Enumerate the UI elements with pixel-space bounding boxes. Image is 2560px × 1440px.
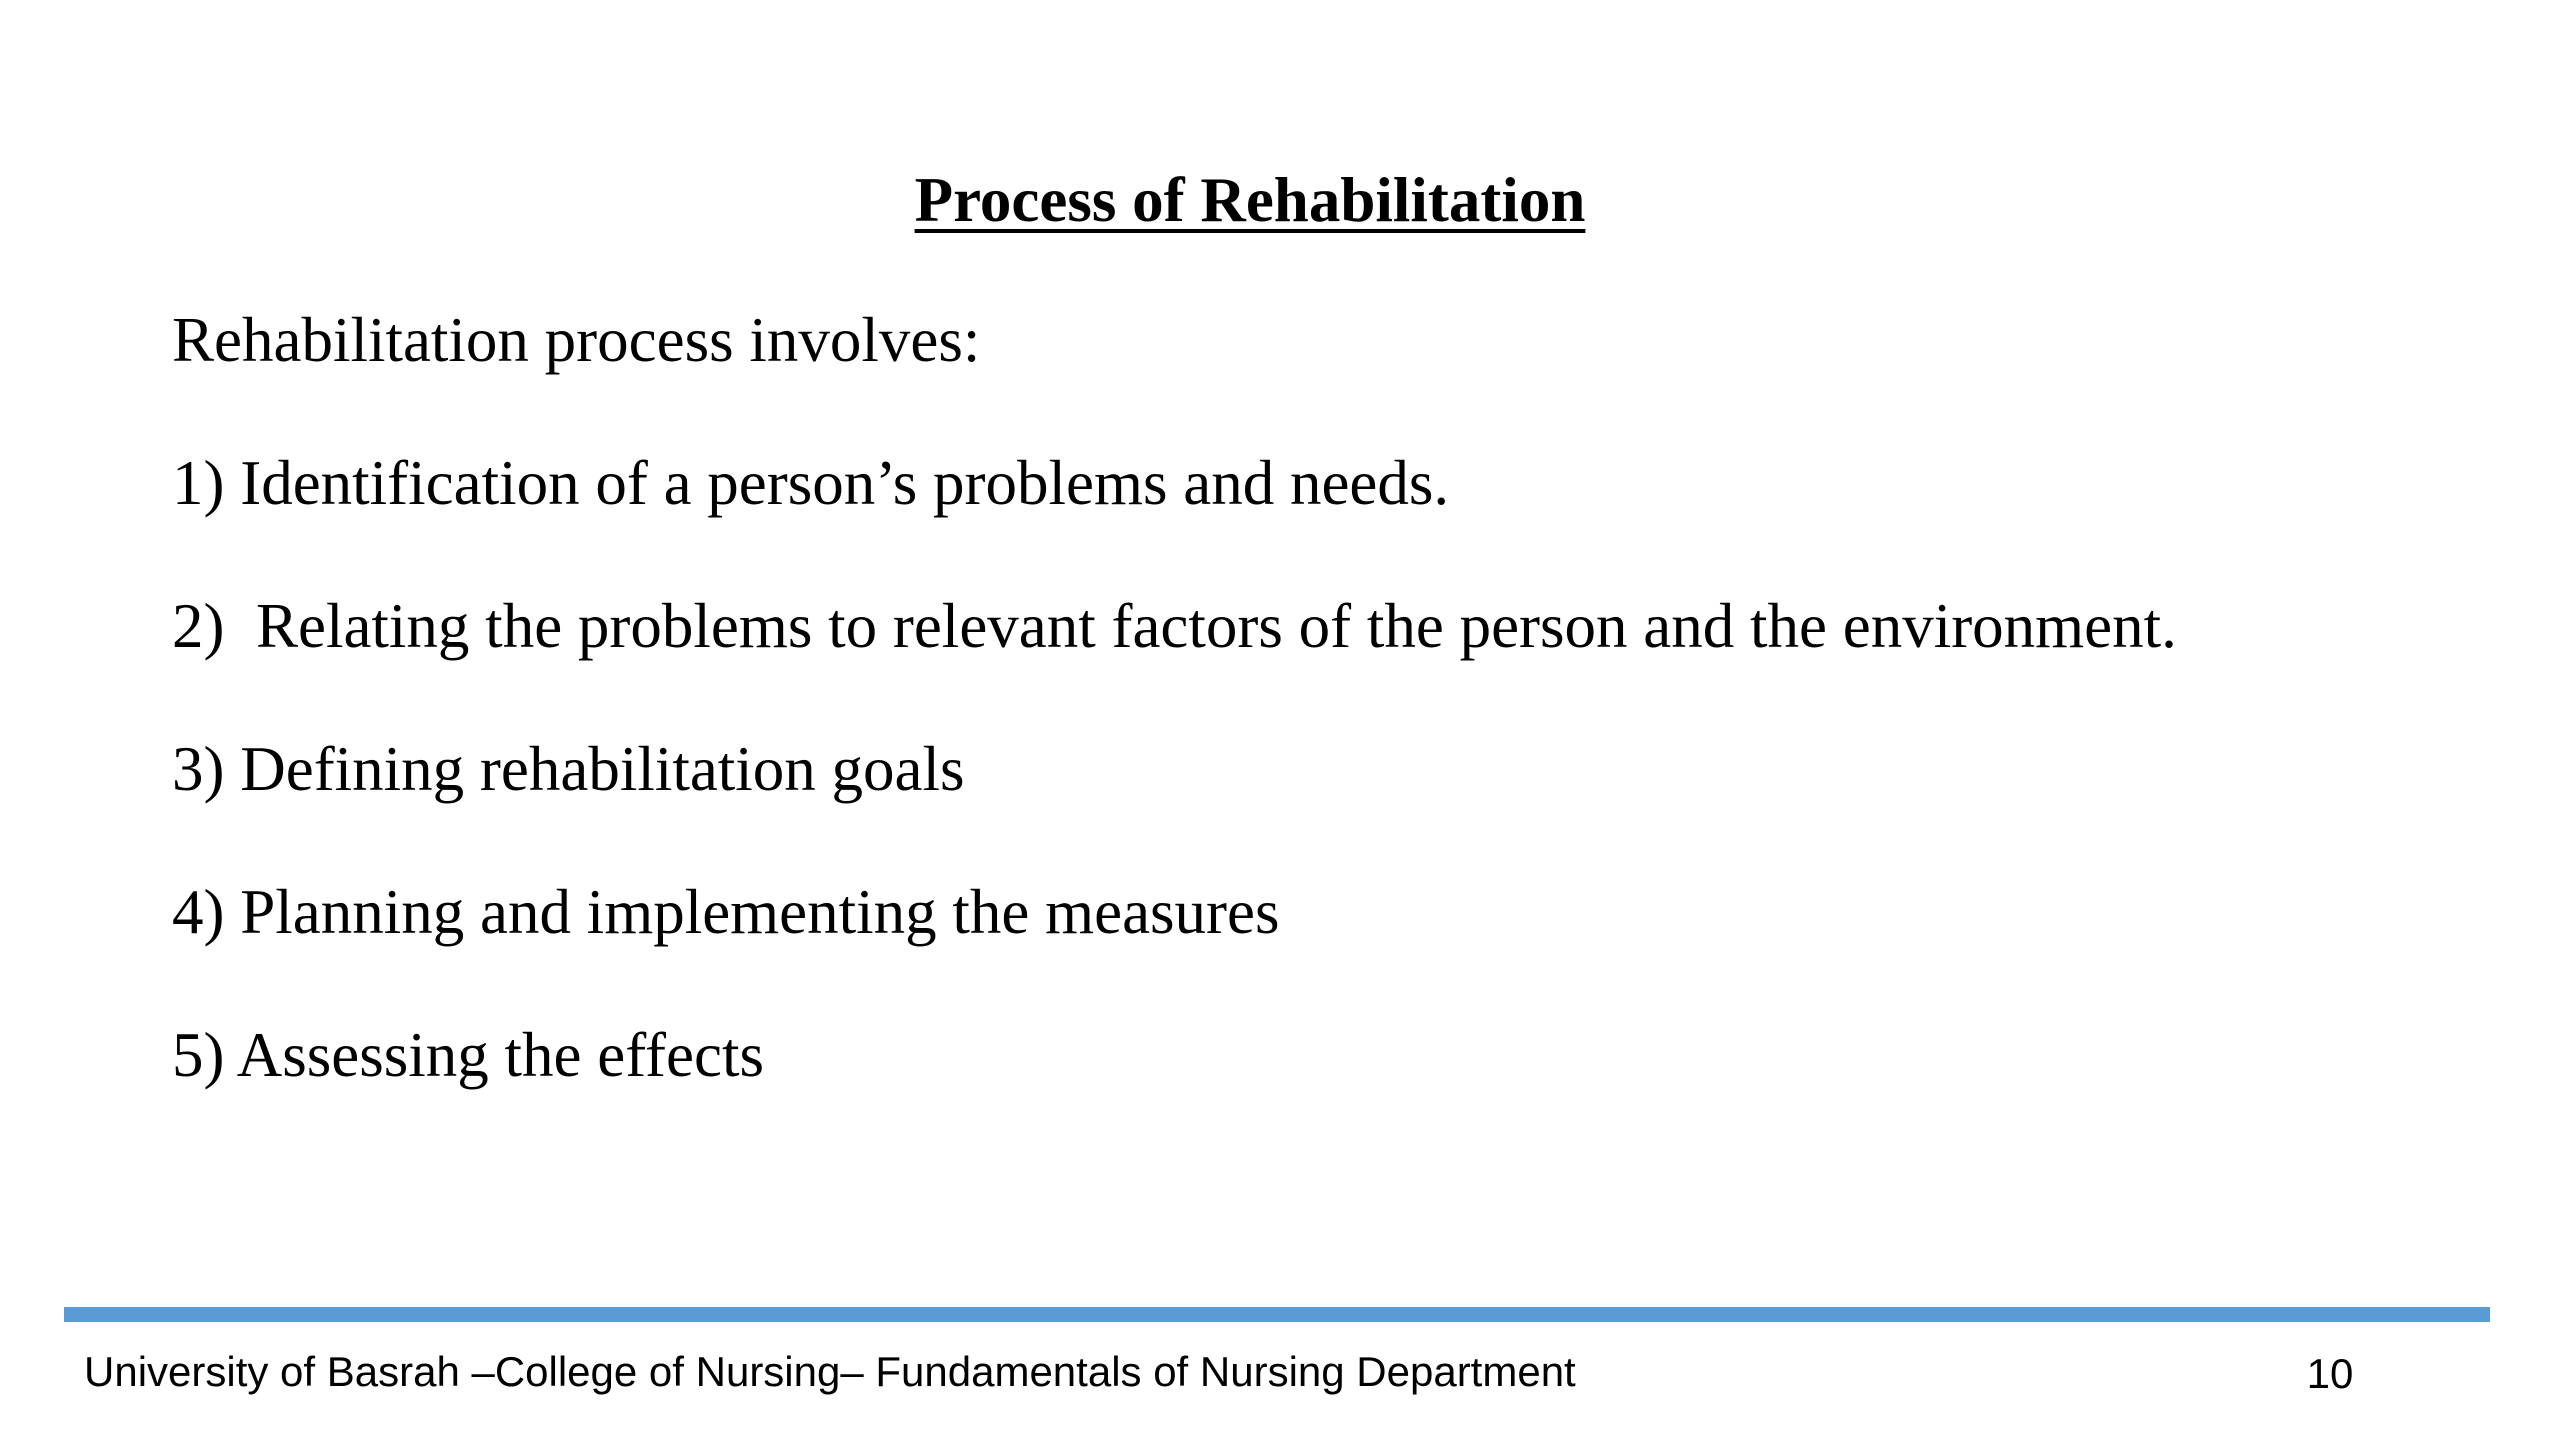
list-item: 3) Defining rehabilitation goals — [172, 734, 965, 804]
list-item: 4) Planning and implementing the measures — [172, 877, 1280, 947]
list-item: 1) Identification of a person’s problems and needs. — [172, 448, 1450, 518]
slide-title: Process of Rehabilitation — [914, 165, 1586, 235]
slide-body — [172, 300, 2472, 1158]
footer-divider — [64, 1307, 2490, 1322]
page-number: 10 — [2306, 1350, 2354, 1397]
intro-text: Rehabilitation process involves: — [172, 305, 981, 375]
list-item: 2) Relating the problems to relevant factors of the person and the environment. — [172, 591, 2177, 661]
list-item: 5) Assessing the effects — [172, 1020, 764, 1090]
footer-text: University of Basrah –College of Nursing– Fundamentals of Nursing Department — [84, 1348, 1576, 1395]
